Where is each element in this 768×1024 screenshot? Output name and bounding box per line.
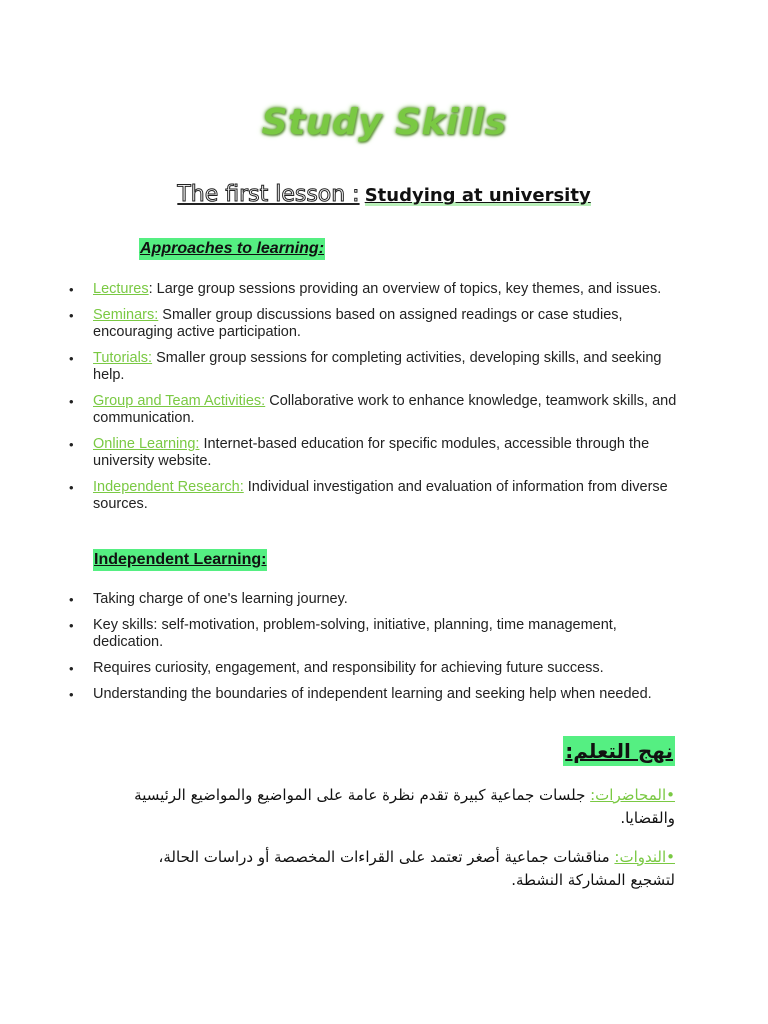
list-item: • Key skills: self-motivation, problem-solving, initiative, planning, time management, dedication.	[64, 617, 684, 651]
list-item: • Taking charge of one's learning journey.	[64, 591, 684, 608]
list-item-text: Collaborative work to enhance knowledge, teamwork skills, and communication.	[93, 393, 677, 426]
arabic-heading: نهج التعلم:	[563, 736, 675, 766]
arabic-text: مناقشات جماعية أصغر تعتمد على القراءات المخصصة أو دراسات الحالة، لتشجيع المشاركة النشطة.	[158, 848, 675, 889]
list-item: • Understanding the boundaries of independent learning and seeking help when needed.	[64, 686, 684, 703]
list-item	[64, 350, 684, 384]
independent-list	[64, 591, 684, 712]
list-item-term: Independent Research:	[93, 479, 244, 495]
list-item	[64, 307, 684, 341]
document-title: Study Skills	[261, 102, 507, 143]
lesson-subtitle	[0, 179, 768, 212]
list-item-text: Smaller group sessions for completing activities, developing skills, and seeking help.	[93, 350, 662, 383]
arabic-term: •الندوات:	[614, 848, 675, 866]
list-item-text: Internet-based education for specific modules, accessible through the university website.	[93, 436, 650, 469]
arabic-text: جلسات جماعية كبيرة تقدم نظرة عامة على المواضيع والمواضيع الرئيسية والقضايا.	[134, 786, 675, 827]
list-item-text: : Large group sessions providing an overview of topics, key themes, and issues.	[148, 281, 662, 297]
list-item-term: Online Learning:	[93, 436, 200, 452]
list-item-text: Smaller group discussions based on assigned readings or case studies, encouraging active participation.	[93, 307, 623, 340]
list-item-term: Lectures	[93, 281, 149, 297]
lesson-topic: Studying at university	[364, 185, 591, 206]
list-item	[64, 281, 684, 298]
list-item: • Requires curiosity, engagement, and responsibility for achieving future success.	[64, 660, 684, 677]
list-item	[64, 436, 684, 470]
list-item-term: Group and Team Activities:	[93, 393, 266, 409]
list-item-text: Individual investigation and evaluation of information from diverse sources.	[93, 479, 668, 512]
arabic-paragraph	[115, 784, 675, 830]
approaches-list	[64, 281, 684, 522]
arabic-term: •المحاضرات:	[590, 786, 675, 804]
list-item	[64, 393, 684, 427]
arabic-paragraph	[115, 846, 675, 892]
independent-heading: Independent Learning:	[93, 549, 267, 571]
approaches-heading: Approaches to learning:	[139, 238, 325, 260]
lesson-label: The first lesson :	[177, 182, 360, 207]
list-item-term: Tutorials:	[93, 350, 153, 366]
list-item-term: Seminars:	[93, 307, 159, 323]
list-item	[64, 479, 684, 513]
